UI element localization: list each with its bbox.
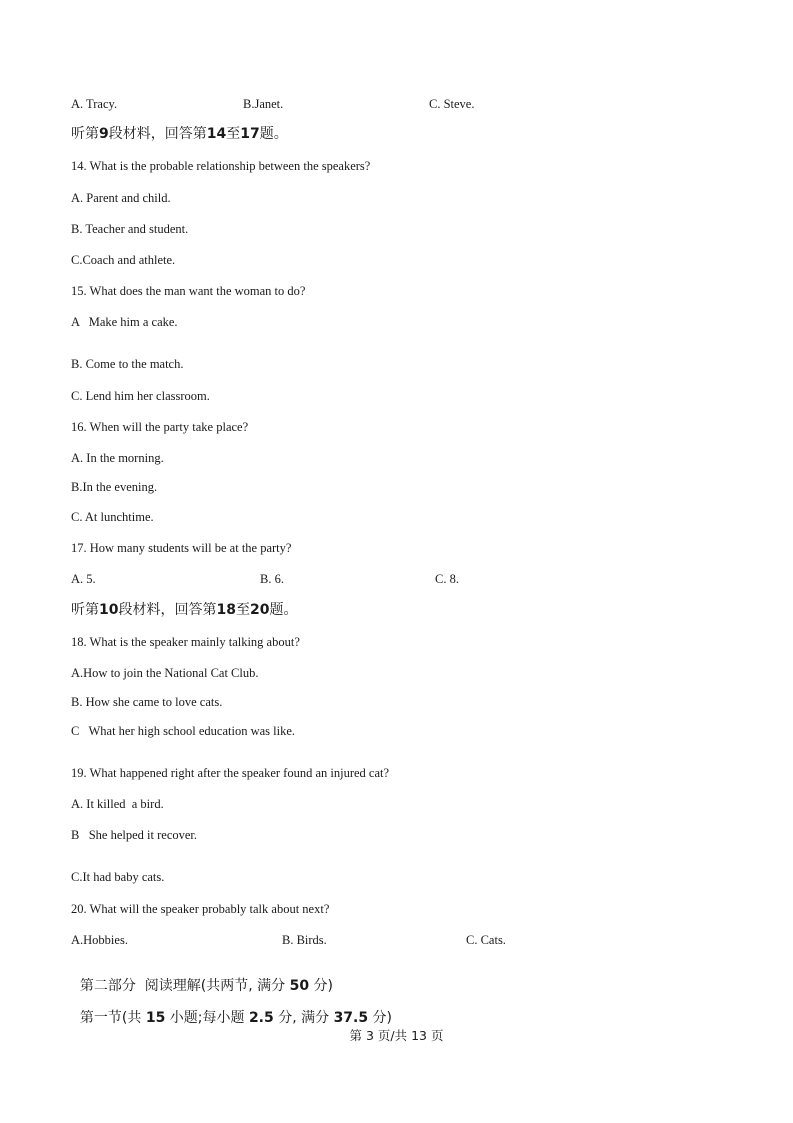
q15-stem: 15. What does the man want the woman to do? <box>71 284 306 298</box>
q20-option-c: C. Cats. <box>466 933 506 947</box>
q14-option-b: B. Teacher and student. <box>71 222 189 236</box>
q15-option-a: A Make him a cake. <box>71 315 178 329</box>
q16-option-c: C. At lunchtime. <box>71 510 154 524</box>
q20-option-a: A.Hobbies. <box>71 933 128 947</box>
q17-option-b: B. 6. <box>260 572 284 586</box>
q17-option-a: A. 5. <box>71 572 96 586</box>
page-number-footer: 第 3 页/共 13 页 <box>349 1028 444 1043</box>
q18-option-b: B. How she came to love cats. <box>71 695 223 709</box>
q17-option-c: C. 8. <box>435 572 459 586</box>
section-9-header: 听第9段材料，回答第14至17题。 <box>71 126 288 142</box>
q14-stem: 14. What is the probable relationship between the speakers? <box>71 159 371 173</box>
q14-option-c: C.Coach and athlete. <box>71 253 176 267</box>
q20-option-b: B. Birds. <box>282 933 327 947</box>
q18-stem: 18. What is the speaker mainly talking about? <box>71 635 300 649</box>
q19-stem: 19. What happened right after the speaker found an injured cat? <box>71 766 390 780</box>
q13-option-c: C. Steve. <box>429 97 475 111</box>
q18-option-c: C What her high school education was like. <box>71 724 296 738</box>
q14-option-a: A. Parent and child. <box>71 191 171 205</box>
q15-option-c: C. Lend him her classroom. <box>71 389 210 403</box>
q15-option-b: B. Come to the match. <box>71 357 184 371</box>
q13-option-a: A. Tracy. <box>71 97 118 111</box>
q19-option-c: C.It had baby cats. <box>71 870 165 884</box>
q16-stem: 16. When will the party take place? <box>71 420 249 434</box>
part-2-heading: 第二部分 阅读理解(共两节, 满分 50 分) <box>79 978 334 994</box>
q19-option-b: B She helped it recover. <box>71 828 198 842</box>
section-1-heading: 第一节(共 15 小题;每小题 2.5 分, 满分 37.5 分) <box>79 1010 393 1026</box>
q16-option-b: B.In the evening. <box>71 480 158 494</box>
q13-option-b: B.Janet. <box>243 97 284 111</box>
q17-stem: 17. How many students will be at the party? <box>71 541 292 555</box>
q16-option-a: A. In the morning. <box>71 451 164 465</box>
q19-option-a: A. It killed a bird. <box>71 797 164 811</box>
q18-option-a: A.How to join the National Cat Club. <box>71 666 259 680</box>
q20-stem: 20. What will the speaker probably talk about next? <box>71 902 330 916</box>
section-10-header: 听第10段材料，回答第18至20题。 <box>71 602 298 618</box>
